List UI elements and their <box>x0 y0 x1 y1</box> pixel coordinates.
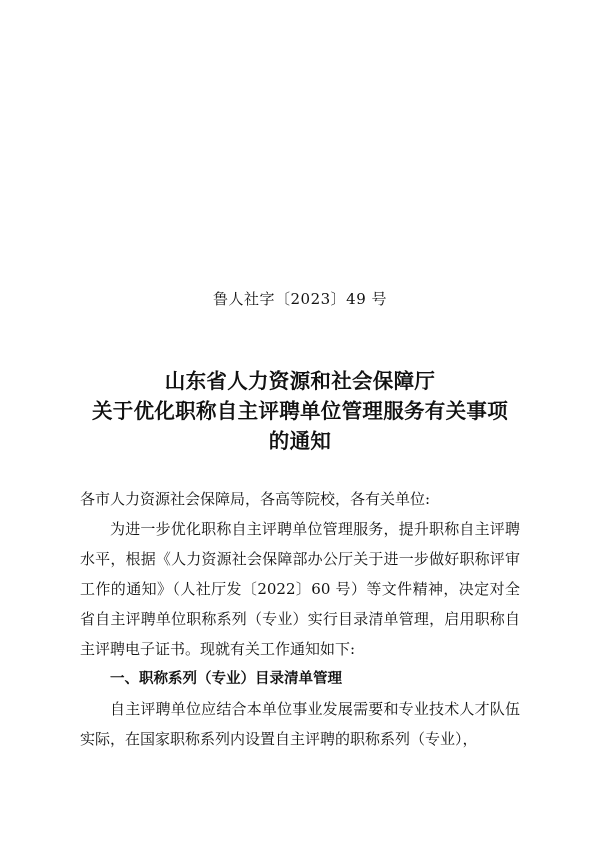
title-line-1: 山东省人力资源和社会保障厅 <box>164 369 436 393</box>
title-line-3: 的通知 <box>268 429 332 453</box>
section-1-heading: 一、职称系列（专业）目录清单管理 <box>110 671 342 687</box>
section-1-paragraph: 自主评聘单位应结合本单位事业发展需要和专业技术人才队伍实际，在国家职称系列内设置自主评聘的职称系列（专业）， <box>80 700 520 748</box>
document-title <box>0 366 600 456</box>
title-line-2: 关于优化职称自主评聘单位管理服务有关事项 <box>92 399 508 423</box>
intro-paragraph: 为进一步优化职称自主评聘单位管理服务，提升职称自主评聘水平，根据《人力资源社会保障部办公厅关于进一步做好职称评审工作的通知》（人社厅发〔2022〕60 号）等文件精神，决定对全省自主评聘单位职称系列（专业）实行目录清单管理，启用职称自主评聘电子证书。现就有关工作通知如下: <box>80 520 520 658</box>
document-number: 鲁人社字〔2023〕49 号 <box>212 290 388 308</box>
addressee: 各市人力资源社会保障局，各高等院校，各有关单位: <box>80 490 431 508</box>
